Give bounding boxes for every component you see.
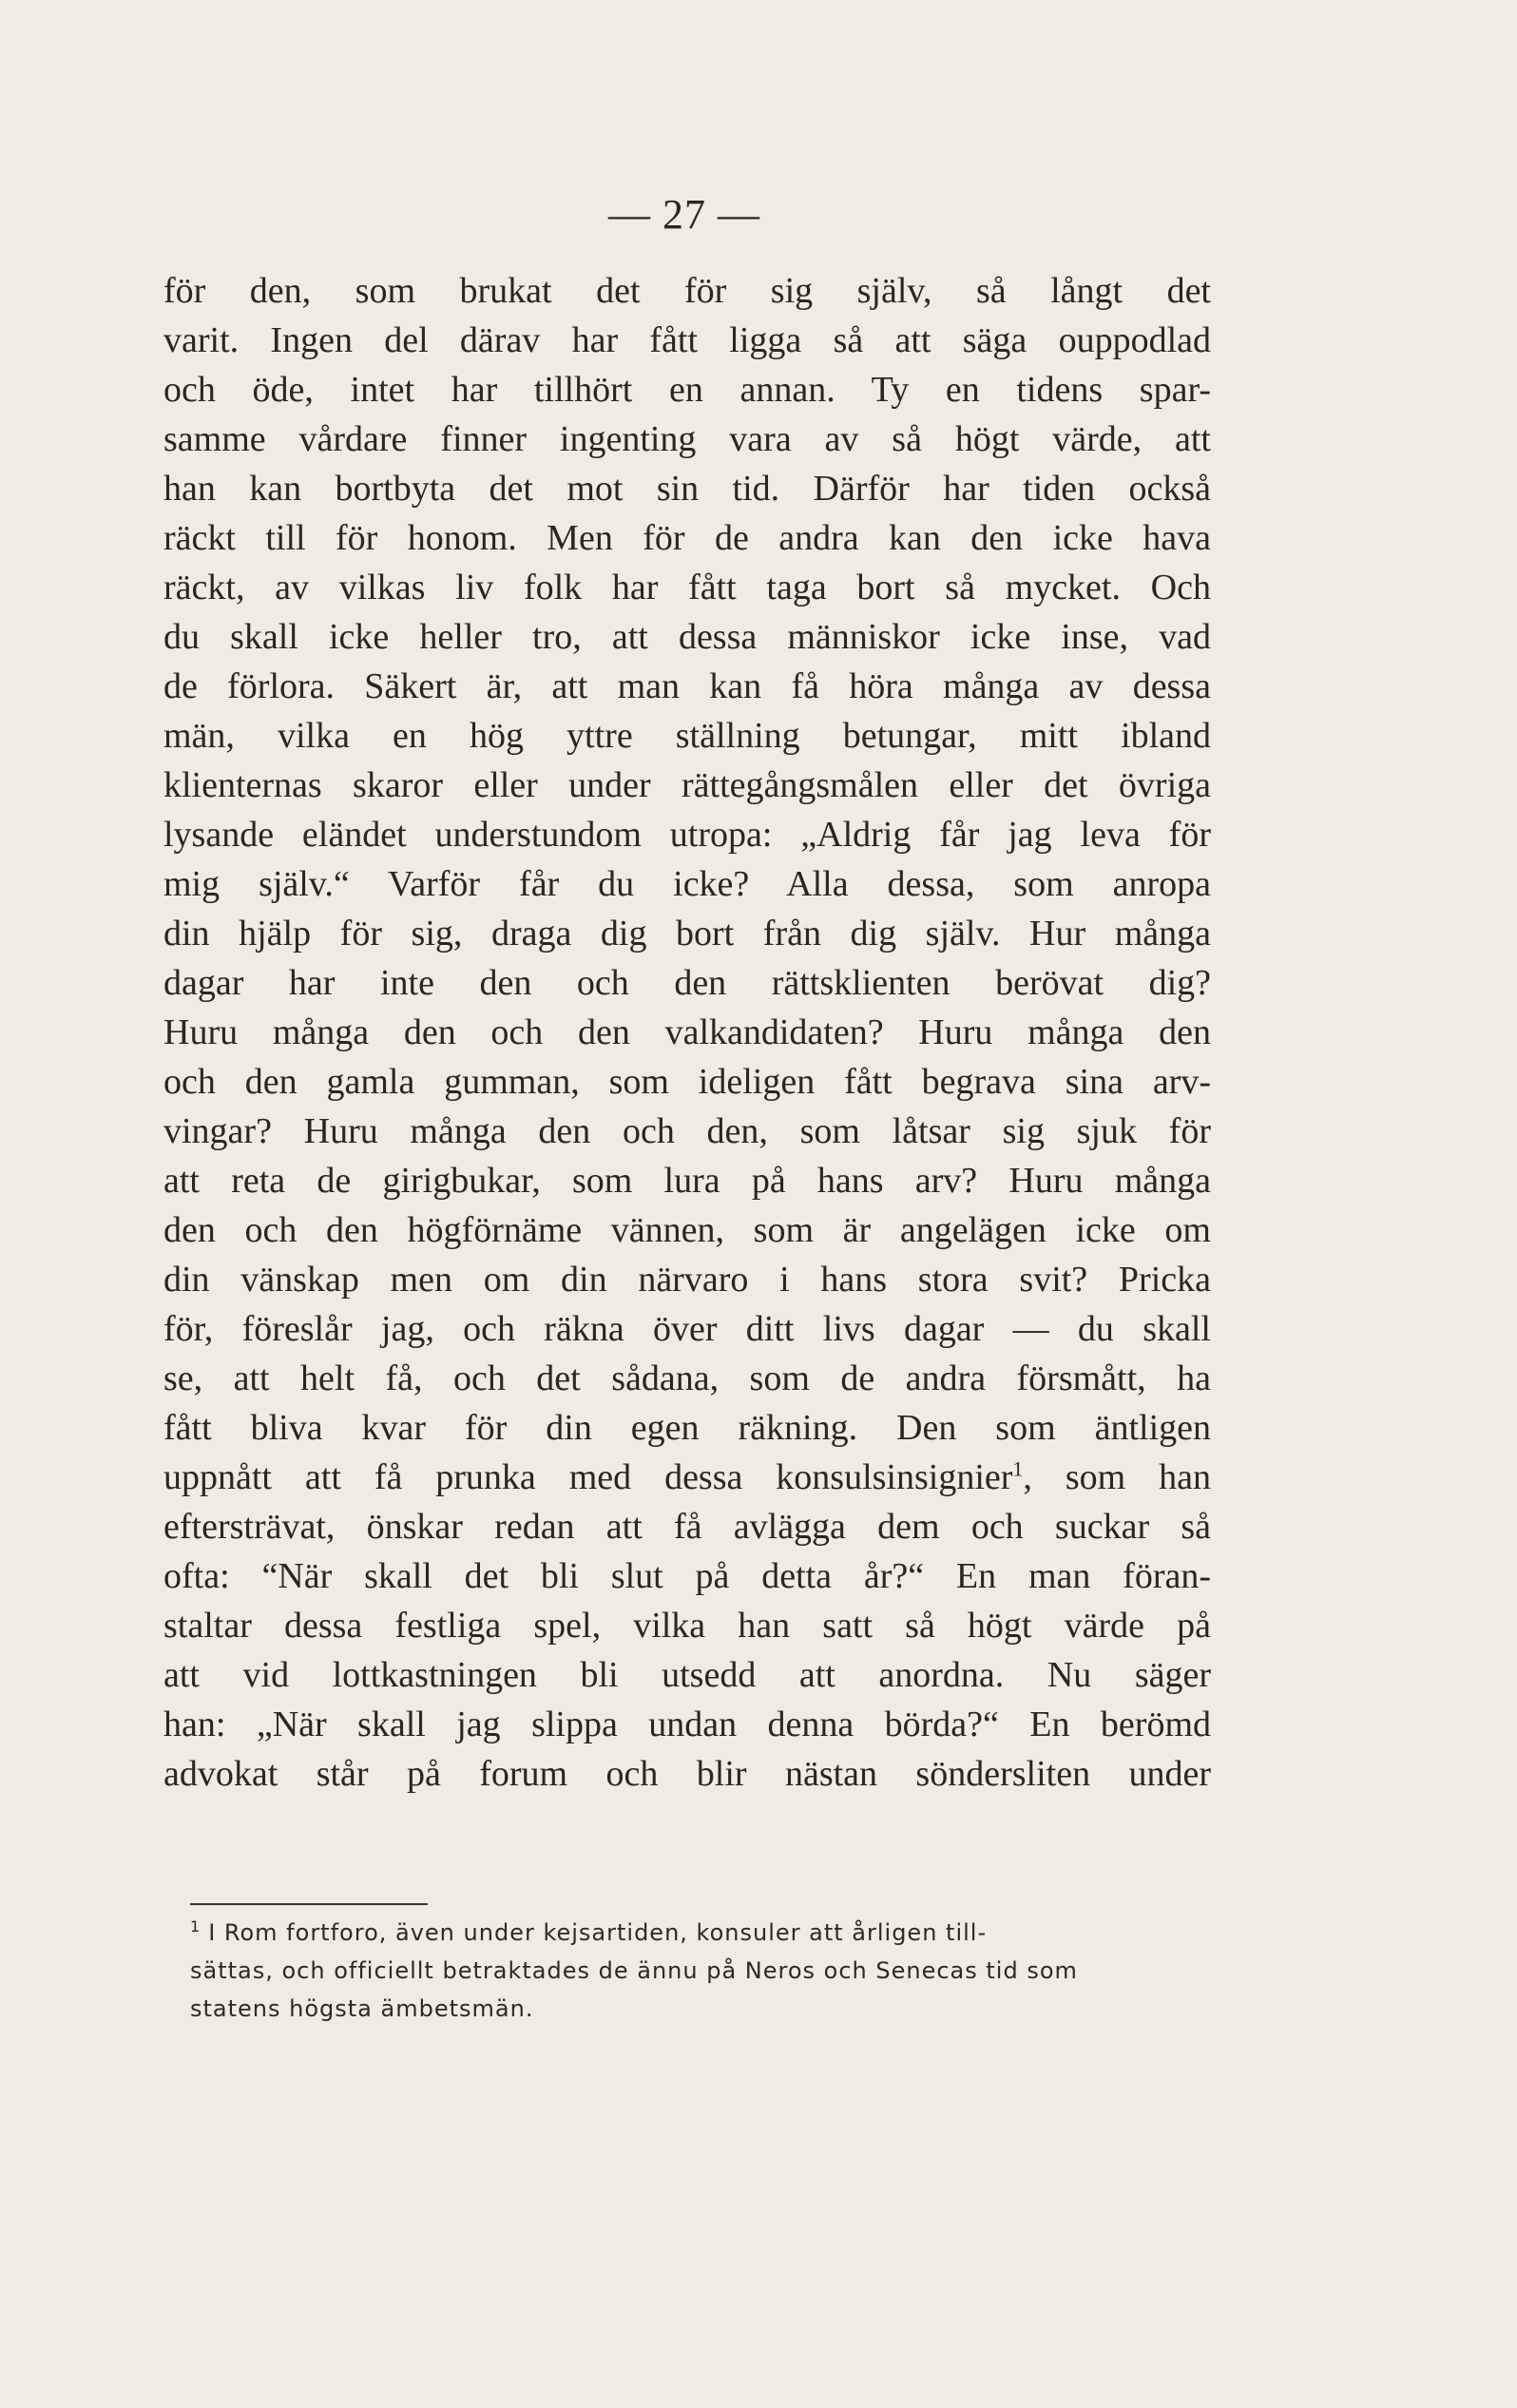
text-line: han kan bortbyta det mot sin tid. Därför har tiden också xyxy=(163,469,1211,509)
footnote-line xyxy=(190,1914,1217,1952)
text-line: han: „När skall jag slippa undan denna börda?“ En berömd xyxy=(163,1705,1211,1744)
text-line: och den gamla gumman, som ideligen fått begrava sina arv- xyxy=(163,1062,1211,1102)
body-text xyxy=(163,266,1211,1799)
text-line: Huru många den och den valkandidaten? Huru många den xyxy=(163,1012,1211,1052)
text-line: din hjälp för sig, draga dig bort från dig själv. Hur många xyxy=(163,914,1211,954)
text-line: räckt, av vilkas liv folk har fått taga bort så mycket. Och xyxy=(163,568,1211,607)
text-line-with-footnote-ref xyxy=(163,1453,1211,1502)
text-line: advokat står på forum och blir nästan söndersliten under xyxy=(163,1754,1211,1794)
text-line: fått bliva kvar för din egen räkning. Den som äntligen xyxy=(163,1408,1211,1448)
page-number: — 27 — xyxy=(608,191,760,238)
footnote-marker: 1 xyxy=(190,1917,202,1936)
text-line: de förlora. Säkert är, att man kan få höra många av dessa xyxy=(163,666,1211,706)
footnote-text: I Rom fortforo, även under kejsartiden, konsuler att årligen till- xyxy=(208,1919,988,1946)
footnote-divider xyxy=(190,1903,428,1905)
text-line: lysande eländet understundom utropa: „Aldrig får jag leva för xyxy=(163,815,1211,855)
text-line: varit. Ingen del därav har fått ligga så att säga ouppodlad xyxy=(163,320,1211,360)
text-line: mig själv.“ Varför får du icke? Alla dessa, som anropa xyxy=(163,864,1211,904)
text-line: samme vårdare finner ingenting vara av så högt värde, att xyxy=(163,419,1211,459)
text-line: se, att helt få, och det sådana, som de andra försmått, ha xyxy=(163,1358,1211,1398)
text-line: din vänskap men om din närvaro i hans stora svit? Pricka xyxy=(163,1260,1211,1300)
text-fragment: , som han xyxy=(1023,1457,1211,1497)
text-line: att reta de girigbukar, som lura på hans arv? Huru många xyxy=(163,1161,1211,1201)
text-line: och öde, intet har tillhört en annan. Ty en tidens spar- xyxy=(163,370,1211,410)
text-line: räckt till för honom. Men för de andra kan den icke hava xyxy=(163,518,1211,558)
text-line: eftersträvat, önskar redan att få avlägga dem och suckar så xyxy=(163,1507,1211,1547)
footnote-line: sättas, och officiellt betraktades de ännu på Neros och Senecas tid som xyxy=(190,1957,1078,1984)
footnote-line: statens högsta ämbetsmän. xyxy=(190,1995,534,2022)
footnote xyxy=(190,1914,1217,2028)
text-line: att vid lottkastningen bli utsedd att anordna. Nu säger xyxy=(163,1655,1211,1695)
text-line: för den, som brukat det för sig själv, så långt det xyxy=(163,271,1211,311)
text-line: män, vilka en hög yttre ställning betungar, mitt ibland xyxy=(163,716,1211,756)
text-line: ofta: “När skall det bli slut på detta år?“ En man föran- xyxy=(163,1556,1211,1596)
text-line: du skall icke heller tro, att dessa människor icke inse, vad xyxy=(163,617,1211,657)
text-line: staltar dessa festliga spel, vilka han satt så högt värde på xyxy=(163,1606,1211,1646)
footnote-reference: 1 xyxy=(1012,1456,1024,1481)
text-line: för, föreslår jag, och räkna över ditt livs dagar — du skall xyxy=(163,1309,1211,1349)
text-line: vingar? Huru många den och den, som låtsar sig sjuk för xyxy=(163,1111,1211,1151)
text-line: dagar har inte den och den rättsklienten berövat dig? xyxy=(163,963,1211,1003)
text-fragment: uppnått att få prunka med dessa konsulsinsignier xyxy=(163,1457,1013,1497)
text-line: klienternas skaror eller under rättegångsmålen eller det övriga xyxy=(163,765,1211,805)
text-line: den och den högförnäme vännen, som är angelägen icke om xyxy=(163,1210,1211,1250)
